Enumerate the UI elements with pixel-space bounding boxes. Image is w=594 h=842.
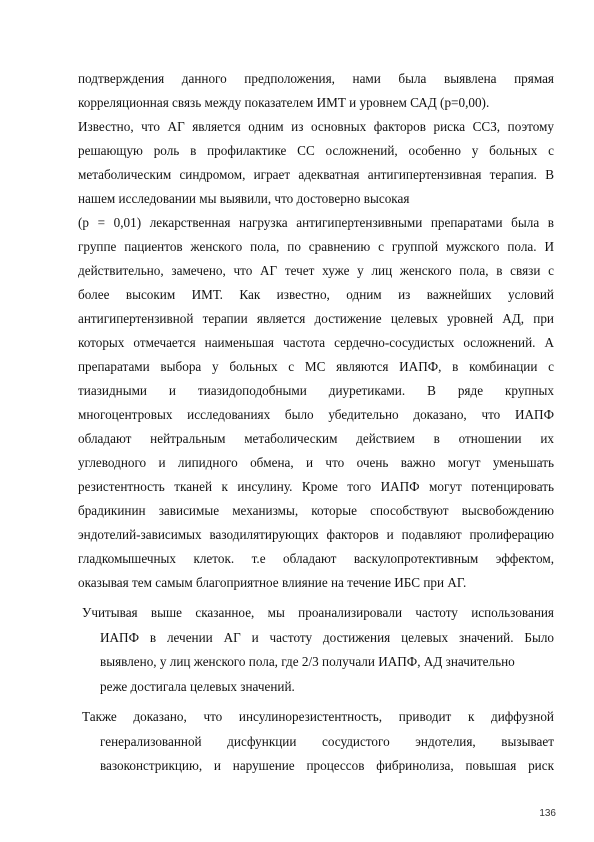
- text-line: Известно, что АГ является одним из основных факторов риска ССЗ, поэтому: [78, 119, 554, 134]
- text-line: резистентность тканей к инсулину. Кроме того ИАПФ могут потенцировать: [78, 479, 554, 494]
- text-line: более высоким ИМТ. Как известно, одним из важнейших условий: [78, 287, 554, 302]
- text-line: подтверждения данного предположения, нами была выявлена прямая: [78, 71, 554, 86]
- text-line: генерализованной дисфункции сосудистого эндотелия, вызывает: [100, 734, 554, 749]
- text-line: брадикинин зависимые механизмы, которые способствуют высвобождению: [78, 503, 554, 518]
- text-line: метаболическим синдромом, играет адекватная антигипертензивная терапия. В: [78, 167, 554, 182]
- text-line: Также доказано, что инсулинорезистентность, приводит к диффузной: [82, 709, 554, 724]
- text-line: нашем исследовании мы выявили, что достоверно высокая: [78, 191, 410, 206]
- text-line: вазоконстрикцию, и нарушение процессов фибринолиза, повышая риск: [100, 758, 554, 773]
- text-line: ИАПФ в лечении АГ и частоту достижения целевых значений. Было: [100, 630, 554, 645]
- text-line: которых отмечается наименьшая частота сердечно-сосудистых осложнений. А: [78, 335, 554, 350]
- text-line: многоцентровых исследованиях было убедительно доказано, что ИАПФ: [78, 407, 554, 422]
- text-line: обладают нейтральным метаболическим действием в отношении их: [78, 431, 554, 446]
- text-line: оказывая тем самым благоприятное влияние на течение ИБС при АГ.: [78, 575, 467, 590]
- text-line: Учитывая выше сказанное, мы проанализировали частоту использования: [82, 605, 554, 620]
- page-number: 136: [539, 808, 556, 819]
- text-line: решающую роль в профилактике СС осложнений, особенно у больных с: [78, 143, 554, 158]
- text-line: реже достигала целевых значений.: [100, 679, 295, 694]
- text-line: действительно, замечено, что АГ течет хуже у лиц женского пола, в связи с: [78, 263, 554, 278]
- text-line: тиазидными и тиазидоподобными диуретиками. В ряде крупных: [78, 383, 554, 398]
- text-line: гладкомышечных клеток. т.е обладают васкулопротективным эффектом,: [78, 551, 554, 566]
- text-line: эндотелий-зависимых вазодилятирующих факторов и подавляют пролиферацию: [78, 527, 554, 542]
- text-line: углеводного и липидного обмена, и что очень важно могут уменьшать: [78, 455, 554, 470]
- text-line: (р = 0,01) лекарственная нагрузка антигипертензивными препаратами была в: [78, 215, 554, 230]
- text-line: антигипертензивной терапии является достижение целевых уровней АД, при: [78, 311, 554, 326]
- text-line: выявлено, у лиц женского пола, где 2/3 получали ИАПФ, АД значительно: [100, 654, 515, 669]
- text-line: препаратами выбора у больных с МС являются ИАПФ, в комбинации с: [78, 359, 554, 374]
- text-line: корреляционная связь между показателем ИМТ и уровнем САД (р=0,00).: [78, 95, 490, 110]
- text-line: группе пациентов женского пола, по сравнению с группой мужского пола. И: [78, 239, 554, 254]
